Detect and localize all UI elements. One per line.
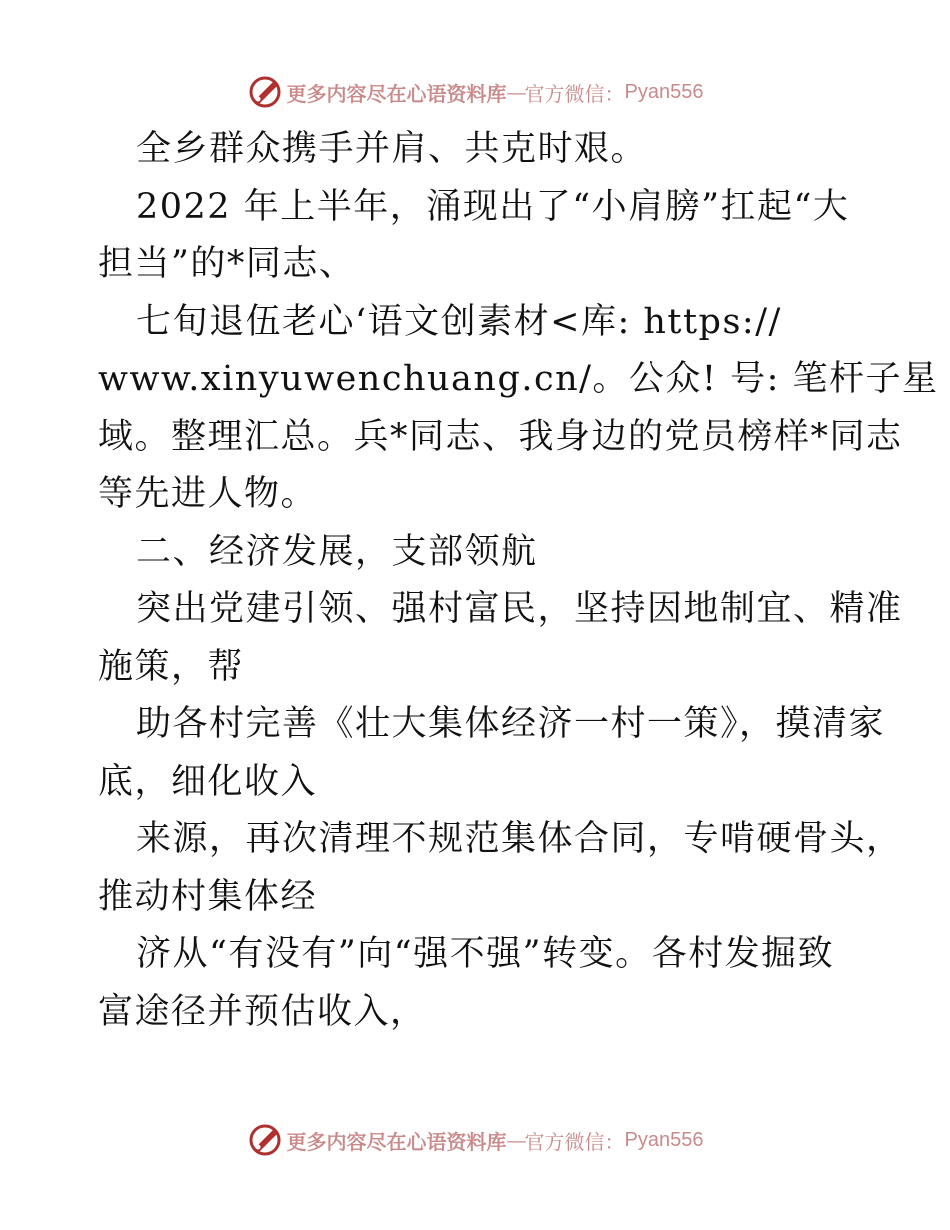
footer-dash: — bbox=[506, 1128, 525, 1152]
header-label: 官方微信： bbox=[524, 81, 625, 106]
text-line: 底，细化收入 bbox=[98, 761, 318, 802]
text-line: 域。整理汇总。兵*同志、我身边的党员榜样*同志 bbox=[98, 416, 903, 457]
text-line: 全乡群众携手并肩、共克时艰。 bbox=[136, 129, 648, 169]
text-line: 推动村集体经 bbox=[98, 876, 318, 917]
text-line: 济从“有没有”向“强不强”转变。各村发掘致 bbox=[136, 934, 835, 974]
text-line: 等先进人物。 bbox=[98, 474, 318, 514]
header-wechat-id: Pyan556 bbox=[624, 80, 704, 103]
text-line: 富途径并预估收入， bbox=[98, 991, 427, 1032]
header-dash: — bbox=[506, 80, 525, 104]
text-line: 来源，再次清理不规范集体合同，专啃硬骨头， bbox=[136, 819, 903, 859]
header-site-text: 更多内容尽在心语资料库 bbox=[286, 81, 507, 106]
text-line: 担当”的*同志、 bbox=[98, 244, 356, 284]
text-line: 七旬退伍老心‘语文创素材<库: https:// bbox=[136, 301, 782, 342]
text-line: 施策，帮 bbox=[98, 646, 245, 687]
text-line: 助各村完善《壮大集体经济一村一策》，摸清家 bbox=[136, 704, 886, 744]
footer-site-text: 更多内容尽在心语资料库 bbox=[286, 1129, 507, 1154]
header-banner bbox=[0, 72, 950, 112]
text-line: www.xinyuwenchuang.cn/。公众! 号: 笔杆子星 bbox=[98, 359, 939, 399]
body-text bbox=[98, 121, 939, 1041]
text-line: 突出党建引领、强村富民，坚持因地制宜、精准 bbox=[136, 589, 903, 629]
pen-logo-icon bbox=[247, 74, 283, 110]
text-line: 2022 年上半年，涌现出了“小肩膀”扛起“大 bbox=[136, 186, 850, 227]
pen-logo-icon bbox=[247, 1122, 283, 1158]
footer-label: 官方微信： bbox=[524, 1129, 625, 1154]
footer-wechat-id: Pyan556 bbox=[624, 1128, 704, 1151]
section-heading: 二、经济发展，支部领航 bbox=[136, 531, 538, 572]
footer-banner bbox=[0, 1120, 950, 1160]
